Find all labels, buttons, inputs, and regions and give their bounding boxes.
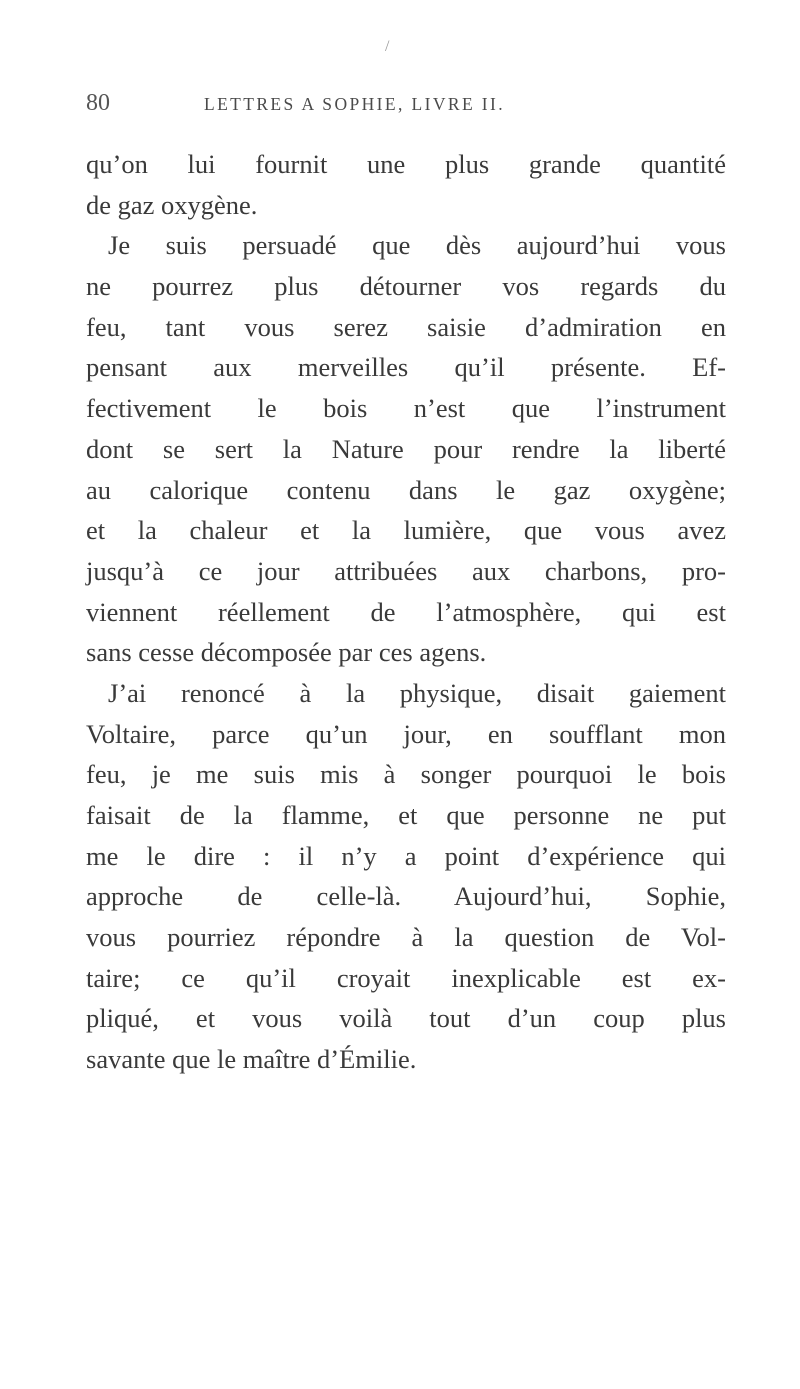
- text-line: jusqu’à ce jour attribuées aux charbons, pro-: [86, 555, 726, 586]
- text-line: sans cesse décomposée par ces agens.: [86, 637, 487, 668]
- text-line: qu’on lui fournit une plus grande quantité: [86, 149, 726, 179]
- stray-mark: /: [385, 38, 390, 55]
- text-line: savante que le maître d’Émilie.: [86, 1044, 417, 1075]
- text-line: feu, je me suis mis à songer pourquoi le bois: [86, 759, 726, 790]
- text-line: J’ai renoncé à la physique, disait gaiement: [108, 677, 726, 708]
- text-line: dont se sert la Nature pour rendre la liberté: [86, 433, 726, 464]
- text-line: vous pourriez répondre à la question de Vol-: [86, 922, 726, 953]
- text-line: fectivement le bois n’est que l’instrument: [86, 393, 726, 424]
- text-line: viennent réellement de l’atmosphère, qui est: [86, 596, 726, 627]
- running-head: LETTRES A SOPHIE, LIVRE II.: [204, 94, 506, 114]
- page-header: [86, 90, 726, 120]
- text-line: pensant aux merveilles qu’il présente. Ef-: [86, 352, 726, 383]
- text-line: approche de celle-là. Aujourd’hui, Sophie,: [86, 881, 726, 912]
- text-line: feu, tant vous serez saisie d’admiration en: [86, 311, 726, 342]
- text-line: Voltaire, parce qu’un jour, en soufflant mon: [86, 718, 726, 749]
- text-line: faisait de la flamme, et que personne ne put: [86, 800, 726, 830]
- body-text: [86, 144, 726, 1080]
- text-line: pliqué, et vous voilà tout d’un coup plus: [86, 1003, 726, 1034]
- page-number: 80: [86, 90, 110, 116]
- text-line: de gaz oxygène.: [86, 189, 258, 220]
- text-line: ne pourrez plus détourner vos regards du: [86, 271, 726, 302]
- text-line: me le dire : il n’y a point d’expérience qui: [86, 840, 726, 871]
- text-line: taire; ce qu’il croyait inexplicable est ex-: [86, 962, 726, 993]
- text-line: au calorique contenu dans le gaz oxygène;: [86, 474, 726, 505]
- text-line: Je suis persuadé que dès aujourd’hui vous: [108, 230, 726, 261]
- text-line: et la chaleur et la lumière, que vous avez: [86, 515, 726, 546]
